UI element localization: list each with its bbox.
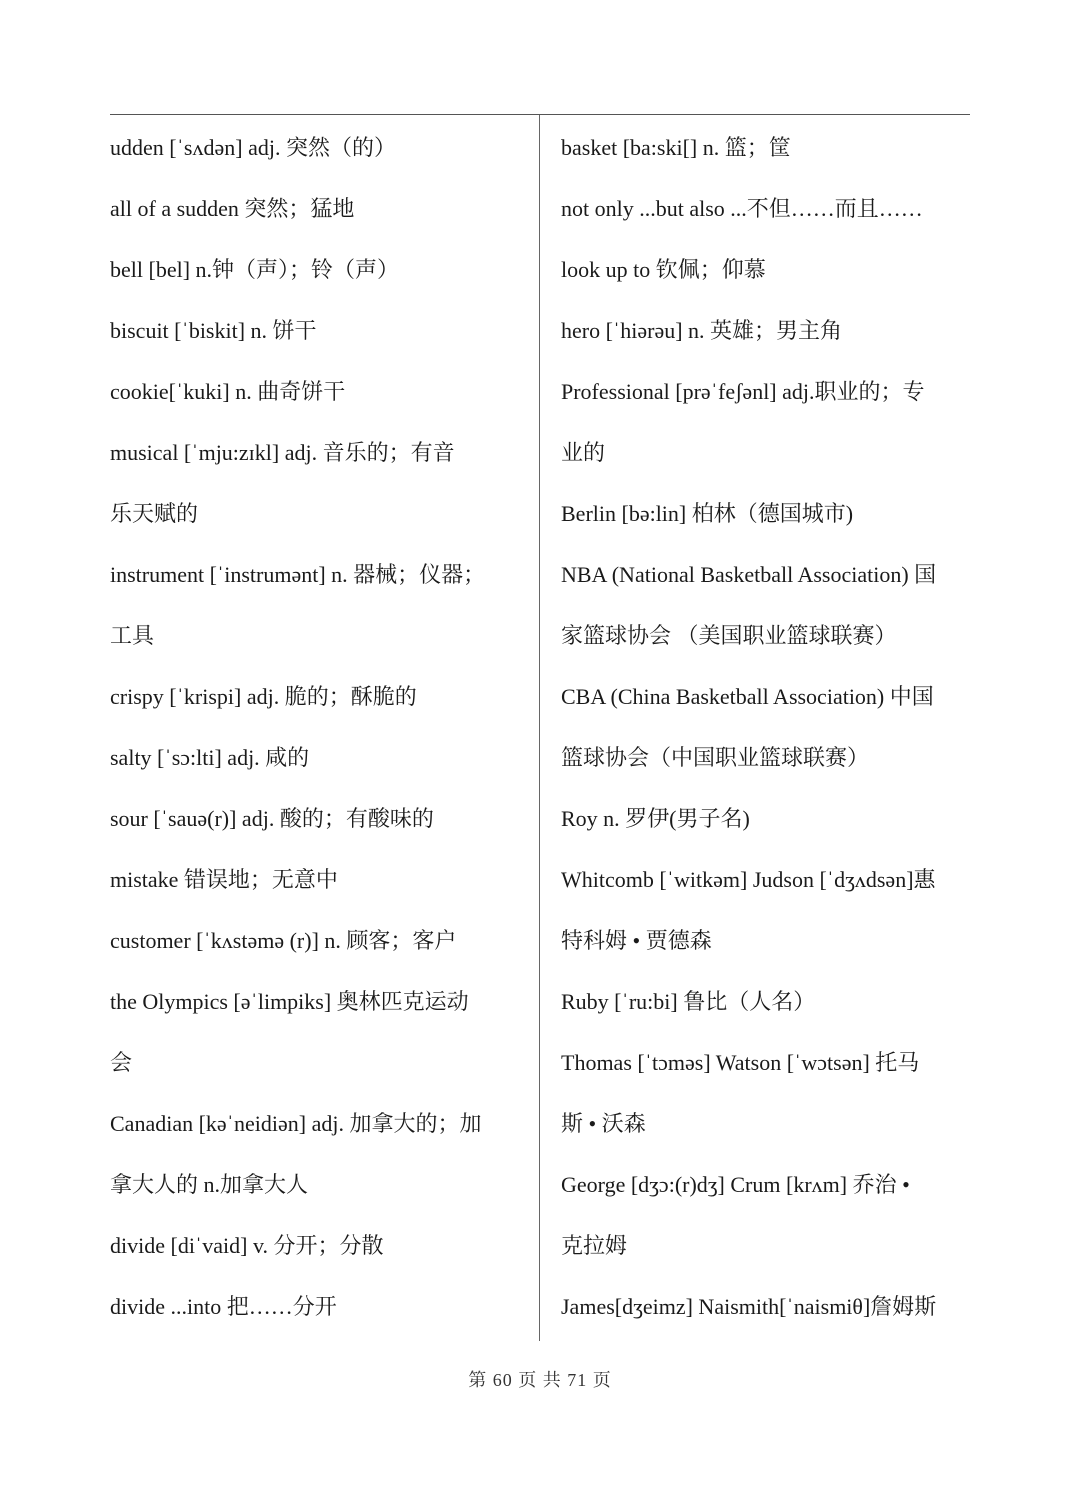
vocab-line: salty [ˈsɔ:lti] adj. 咸的 xyxy=(110,745,310,770)
vocab-line: 乐天赋的 xyxy=(110,501,199,526)
vocab-line: Canadian [kəˈneidiən] adj. 加拿大的；加 xyxy=(110,1111,482,1136)
vocab-line: Ruby [ˈru:bi] 鲁比（人名） xyxy=(561,989,816,1014)
vocab-line: not only ...but also ...不但……而且…… xyxy=(561,196,923,221)
left-column xyxy=(110,117,528,1337)
vocab-line: biscuit [ˈbiskit] n. 饼干 xyxy=(110,318,317,343)
vocab-line: 拿大人的 n.加拿大人 xyxy=(110,1172,309,1197)
top-rule xyxy=(110,114,970,115)
page-number-footer: 第 60 页 共 71 页 xyxy=(468,1370,612,1390)
vocab-line: CBA (China Basketball Association) 中国 xyxy=(561,684,934,709)
vocab-line: look up to 钦佩；仰慕 xyxy=(561,257,766,282)
vocab-line: instrument [ˈinstrumənt] n. 器械；仪器； xyxy=(110,562,486,587)
vocab-line: 会 xyxy=(110,1050,133,1075)
vocab-line: mistake 错误地；无意中 xyxy=(110,867,338,892)
vocab-line: cookie[ˈkuki] n. 曲奇饼干 xyxy=(110,379,346,404)
vocab-line: Professional [prəˈfeʃənl] adj.职业的；专 xyxy=(561,379,925,404)
vocab-line: 家篮球协会 （美国职业篮球联赛） xyxy=(561,623,897,648)
vocab-line: hero [ˈhiərəu] n. 英雄；男主角 xyxy=(561,318,843,343)
vocab-line: divide [diˈvaid] v. 分开；分散 xyxy=(110,1233,384,1258)
vocab-line: 特科姆 • 贾德森 xyxy=(561,928,712,953)
vocab-line: bell [bel] n.钟（声）；铃（声） xyxy=(110,257,400,282)
vocab-line: 业的 xyxy=(561,440,606,465)
vocab-line: Thomas [ˈtɔməs] Watson [ˈwɔtsən] 托马 xyxy=(561,1050,920,1075)
vocab-line: udden [ˈsʌdən] adj. 突然（的） xyxy=(110,135,396,160)
vocab-line: crispy [ˈkrispi] adj. 脆的；酥脆的 xyxy=(110,684,417,709)
vocab-line: 克拉姆 xyxy=(561,1233,628,1258)
vocab-line: customer [ˈkʌstəmə (r)] n. 顾客；客户 xyxy=(110,928,457,953)
vocab-line: 工具 xyxy=(110,623,155,648)
vocab-line: divide ...into 把……分开 xyxy=(110,1294,337,1319)
vocab-line: the Olympics [əˈlimpiks] 奥林匹克运动 xyxy=(110,989,469,1014)
vocab-line: sour [ˈsauə(r)] adj. 酸的；有酸味的 xyxy=(110,806,434,831)
vocab-line: basket [ba:ski[] n. 篮；筐 xyxy=(561,135,791,160)
vocab-line: George [dʒɔ:(r)dʒ] Crum [krʌm] 乔治 • xyxy=(561,1172,910,1197)
vocab-line: Whitcomb [ˈwitkəm] Judson [ˈdʒʌdsən]惠 xyxy=(561,867,936,892)
vocab-line: musical [ˈmju:zɪkl] adj. 音乐的；有音 xyxy=(110,440,455,465)
column-divider xyxy=(539,115,540,1341)
vocab-line: 篮球协会（中国职业篮球联赛） xyxy=(561,745,870,770)
right-column xyxy=(561,117,966,1337)
vocab-line: James[dʒeimz] Naismith[ˈnaismiθ]詹姆斯 xyxy=(561,1294,937,1319)
vocab-line: Berlin [bə:lin] 柏林（德国城市) xyxy=(561,501,854,526)
vocab-line: Roy n. 罗伊(男子名) xyxy=(561,806,750,831)
vocab-line: NBA (National Basketball Association) 国 xyxy=(561,562,937,587)
vocab-line: all of a sudden 突然；猛地 xyxy=(110,196,355,221)
vocab-line: 斯 • 沃森 xyxy=(561,1111,646,1136)
